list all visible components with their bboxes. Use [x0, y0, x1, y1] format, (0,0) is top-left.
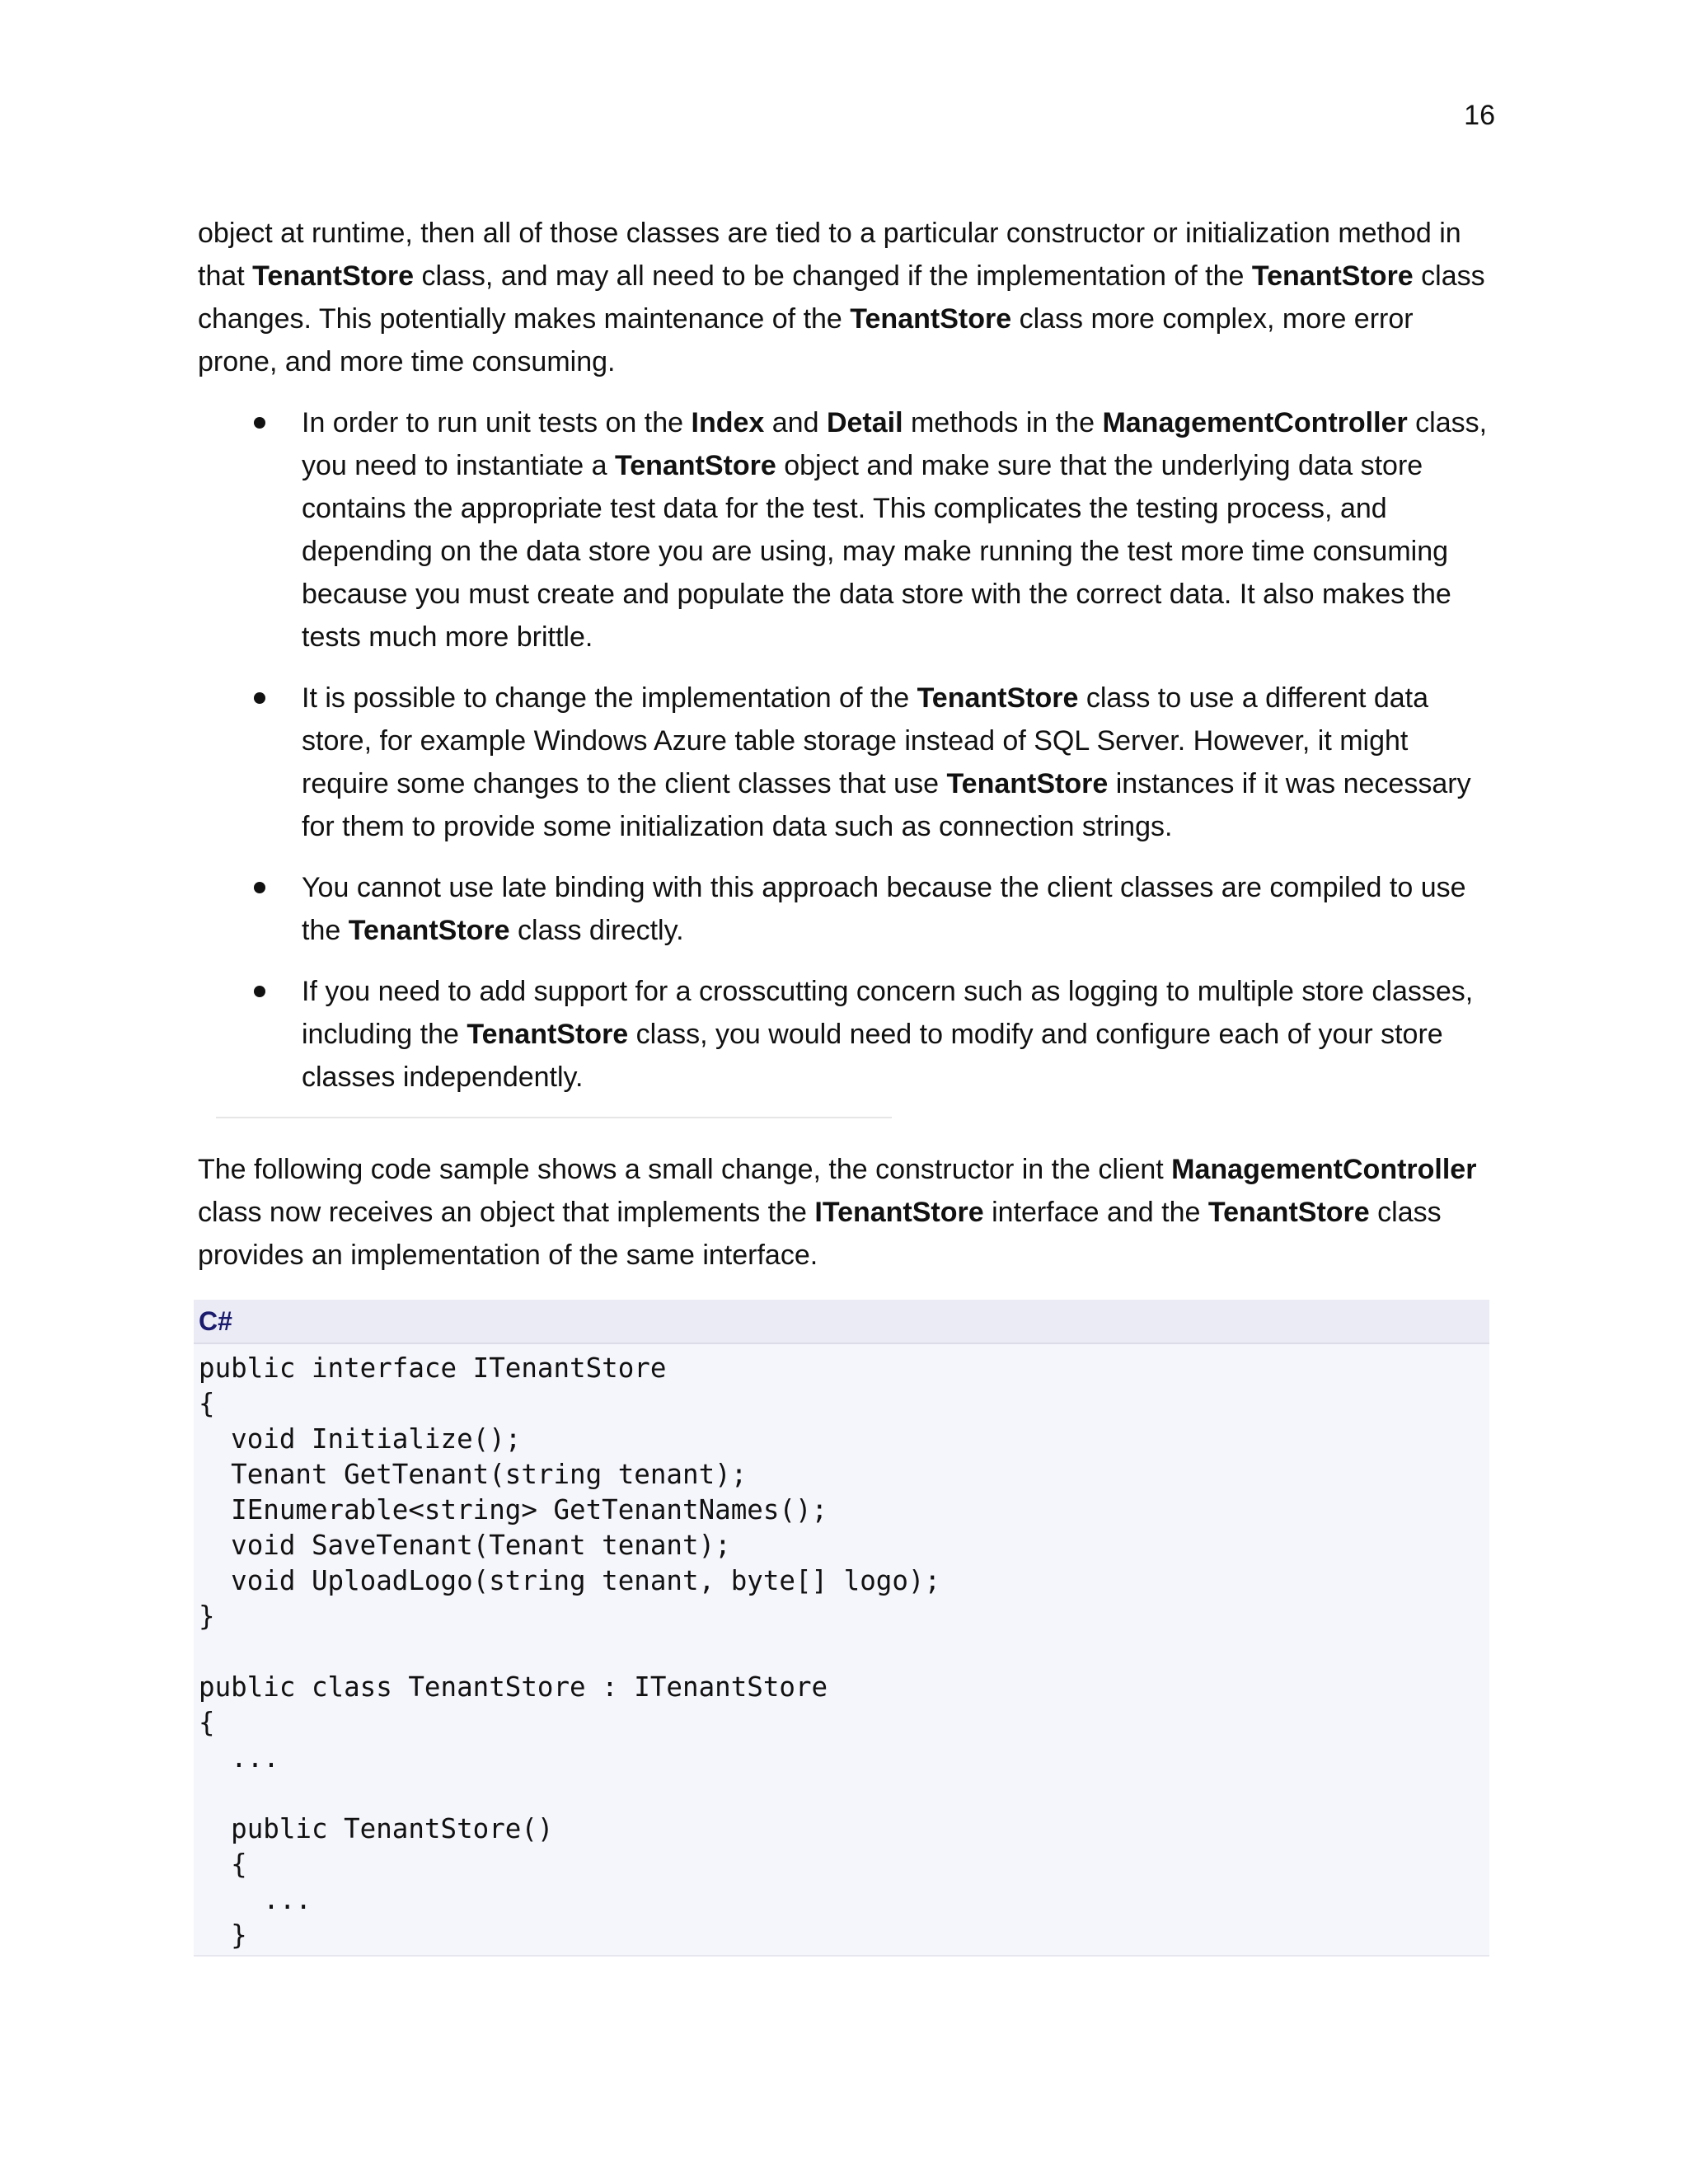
- code-line: {: [199, 1707, 215, 1738]
- code-line: ...: [199, 1742, 279, 1774]
- bold-term: TenantStore: [1251, 260, 1414, 292]
- code-line: public TenantStore(): [199, 1813, 554, 1844]
- bullet-item: [198, 970, 1492, 1099]
- code-body: [194, 1344, 1489, 1955]
- intro-paragraph: The following code sample shows a small change, the constructor in the client ManagementController class now receives an object that implements the ITenantStore interface and the TenantStore class provides an implementation of the same interface.: [198, 1154, 1477, 1271]
- bullet-text: It is possible to change the implementation of the TenantStore class to use a different data store, for example Windows Azure table storage instead of SQL Server. However, it might require some changes to the client classes that use TenantStore instances if it was necessary for them to provide some initialization data such as connection strings.: [302, 682, 1471, 842]
- code-line: public class TenantStore : ITenantStore: [199, 1671, 828, 1703]
- code-line: [199, 1776, 1484, 1811]
- code-line: }: [199, 1601, 215, 1632]
- bullet-list: [198, 401, 1492, 1099]
- bold-term: TenantStore: [850, 303, 1012, 335]
- code-line: void SaveTenant(Tenant tenant);: [199, 1530, 731, 1561]
- bullet-text: In order to run unit tests on the Index and Detail methods in the ManagementController class, you need to instantiate a TenantStore object and make sure that the underlying data store contains the appropriate test data for the test. This complicates the testing process, and depending on the data store you are using, may make running the test more time consuming because you must create and populate the data store with the correct data. It also makes the tests much more brittle.: [302, 407, 1488, 653]
- bullet-text: You cannot use late binding with this approach because the client classes are compiled to use the TenantStore class directly.: [302, 872, 1466, 946]
- bold-term: ManagementController: [1171, 1154, 1477, 1185]
- code-line: Tenant GetTenant(string tenant);: [199, 1459, 748, 1490]
- bold-term: Detail: [826, 407, 903, 438]
- bullet-item: [198, 401, 1492, 658]
- bullet-item: [198, 677, 1492, 848]
- code-line: {: [199, 1849, 247, 1880]
- bold-term: ITenantStore: [814, 1197, 984, 1228]
- code-line: }: [199, 1919, 247, 1951]
- code-line: ...: [199, 1884, 312, 1915]
- page-number: 16: [1464, 100, 1495, 131]
- bold-term: TenantStore: [348, 915, 510, 946]
- bullet-item: [198, 866, 1492, 952]
- code-line: IEnumerable<string> GetTenantNames();: [199, 1494, 828, 1526]
- bold-term: TenantStore: [1207, 1197, 1370, 1228]
- bullet-text: If you need to add support for a crosscutting concern such as logging to multiple store classes, including the TenantStore class, you would need to modify and configure each of your store classes independently.: [302, 976, 1474, 1093]
- bold-term: Index: [691, 407, 765, 438]
- bullet-icon: [254, 986, 265, 997]
- code-line: [199, 1634, 1484, 1670]
- section-divider: [216, 1117, 892, 1118]
- bold-term: TenantStore: [614, 450, 776, 481]
- code-line: void Initialize();: [199, 1423, 522, 1455]
- page-content: [198, 212, 1492, 1957]
- bullet-icon: [254, 882, 265, 893]
- code-line: {: [199, 1388, 215, 1419]
- bold-term: TenantStore: [252, 260, 415, 292]
- code-language-label: C#: [194, 1300, 1489, 1344]
- bold-term: ManagementController: [1102, 407, 1408, 438]
- bold-term: TenantStore: [917, 682, 1079, 714]
- bullet-icon: [254, 692, 265, 704]
- bullet-icon: [254, 417, 265, 429]
- code-line: void UploadLogo(string tenant, byte[] logo);: [199, 1565, 941, 1596]
- bold-term: TenantStore: [946, 768, 1109, 799]
- code-line: public interface ITenantStore: [199, 1352, 667, 1384]
- code-block: [194, 1300, 1489, 1957]
- continuation-paragraph: object at runtime, then all of those classes are tied to a particular constructor or initialization method in that TenantStore class, and may all need to be changed if the implementation of the TenantStore class changes. This potentially makes maintenance of the TenantStore class more complex, more error prone, and more time consuming.: [198, 218, 1485, 377]
- bold-term: TenantStore: [467, 1019, 629, 1050]
